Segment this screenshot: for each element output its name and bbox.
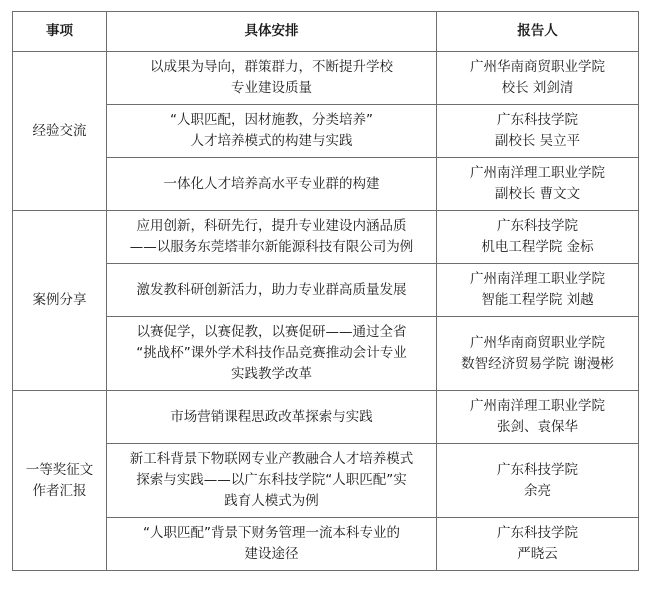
- reporter-cell: 广州南洋理工职业学院 张剑、袁保华: [437, 391, 639, 444]
- table-row: [13, 158, 639, 211]
- table-row: [13, 444, 639, 518]
- reporter-cell: 广州华南商贸职业学院 校长 刘剑清: [437, 52, 639, 105]
- header-reporter: 报告人: [437, 12, 639, 52]
- reporter-cell: 广东科技学院 副校长 吴立平: [437, 105, 639, 158]
- arrangement-cell: 新工科背景下物联网专业产教融合人才培养模式 探索与实践——以广东科技学院“人职匹配”实 践育人模式为例: [107, 444, 437, 518]
- header-item: 事项: [13, 12, 107, 52]
- header-arrangement: 具体安排: [107, 12, 437, 52]
- category-line: 一等奖征文: [25, 461, 94, 478]
- reporter-cell: 广州南洋理工职业学院 副校长 曹文文: [437, 158, 639, 211]
- category-line: 经验交流: [32, 122, 87, 139]
- arrangement-cell: “人职匹配，因材施教，分类培养” 人才培养模式的构建与实践: [107, 105, 437, 158]
- category-cell: [13, 391, 107, 571]
- reporter-cell: 广东科技学院 严晓云: [437, 518, 639, 571]
- arrangement-cell: 应用创新，科研先行，提升专业建设内涵品质 ——以服务东莞塔菲尔新能源科技有限公司为例: [107, 211, 437, 264]
- arrangement-cell: 一体化人才培养高水平专业群的构建: [107, 158, 437, 211]
- category-cell: [13, 211, 107, 391]
- table-row: [13, 518, 639, 571]
- arrangement-cell: 以赛促学，以赛促教，以赛促研——通过全省 “挑战杯”课外学术科技作品竞赛推动会计专业 实践教学改革: [107, 317, 437, 391]
- arrangement-cell: 市场营销课程思政改革探索与实践: [107, 391, 437, 444]
- arrangement-cell: 以成果为导向，群策群力，不断提升学校 专业建设质量: [107, 52, 437, 105]
- reporter-cell: 广州南洋理工职业学院 智能工程学院 刘越: [437, 264, 639, 317]
- category-line: 案例分享: [32, 292, 87, 308]
- table-row: [13, 391, 639, 444]
- reporter-cell: 广州华南商贸职业学院 数智经济贸易学院 谢漫彬: [437, 317, 639, 391]
- table-row: [13, 52, 639, 105]
- header-row: [13, 12, 639, 52]
- table-row: [13, 317, 639, 391]
- category-cell: [13, 52, 107, 211]
- arrangement-cell: “人职匹配”背景下财务管理一流本科专业的 建设途径: [107, 518, 437, 571]
- arrangement-cell: 激发教科研创新活力，助力专业群高质量发展: [107, 264, 437, 317]
- table-row: [13, 211, 639, 264]
- reporter-cell: 广东科技学院 机电工程学院 金标: [437, 211, 639, 264]
- schedule-table: [12, 11, 639, 571]
- category-line: 作者汇报: [32, 482, 87, 499]
- table-row: [13, 105, 639, 158]
- reporter-cell: 广东科技学院 余亮: [437, 444, 639, 518]
- table-row: [13, 264, 639, 317]
